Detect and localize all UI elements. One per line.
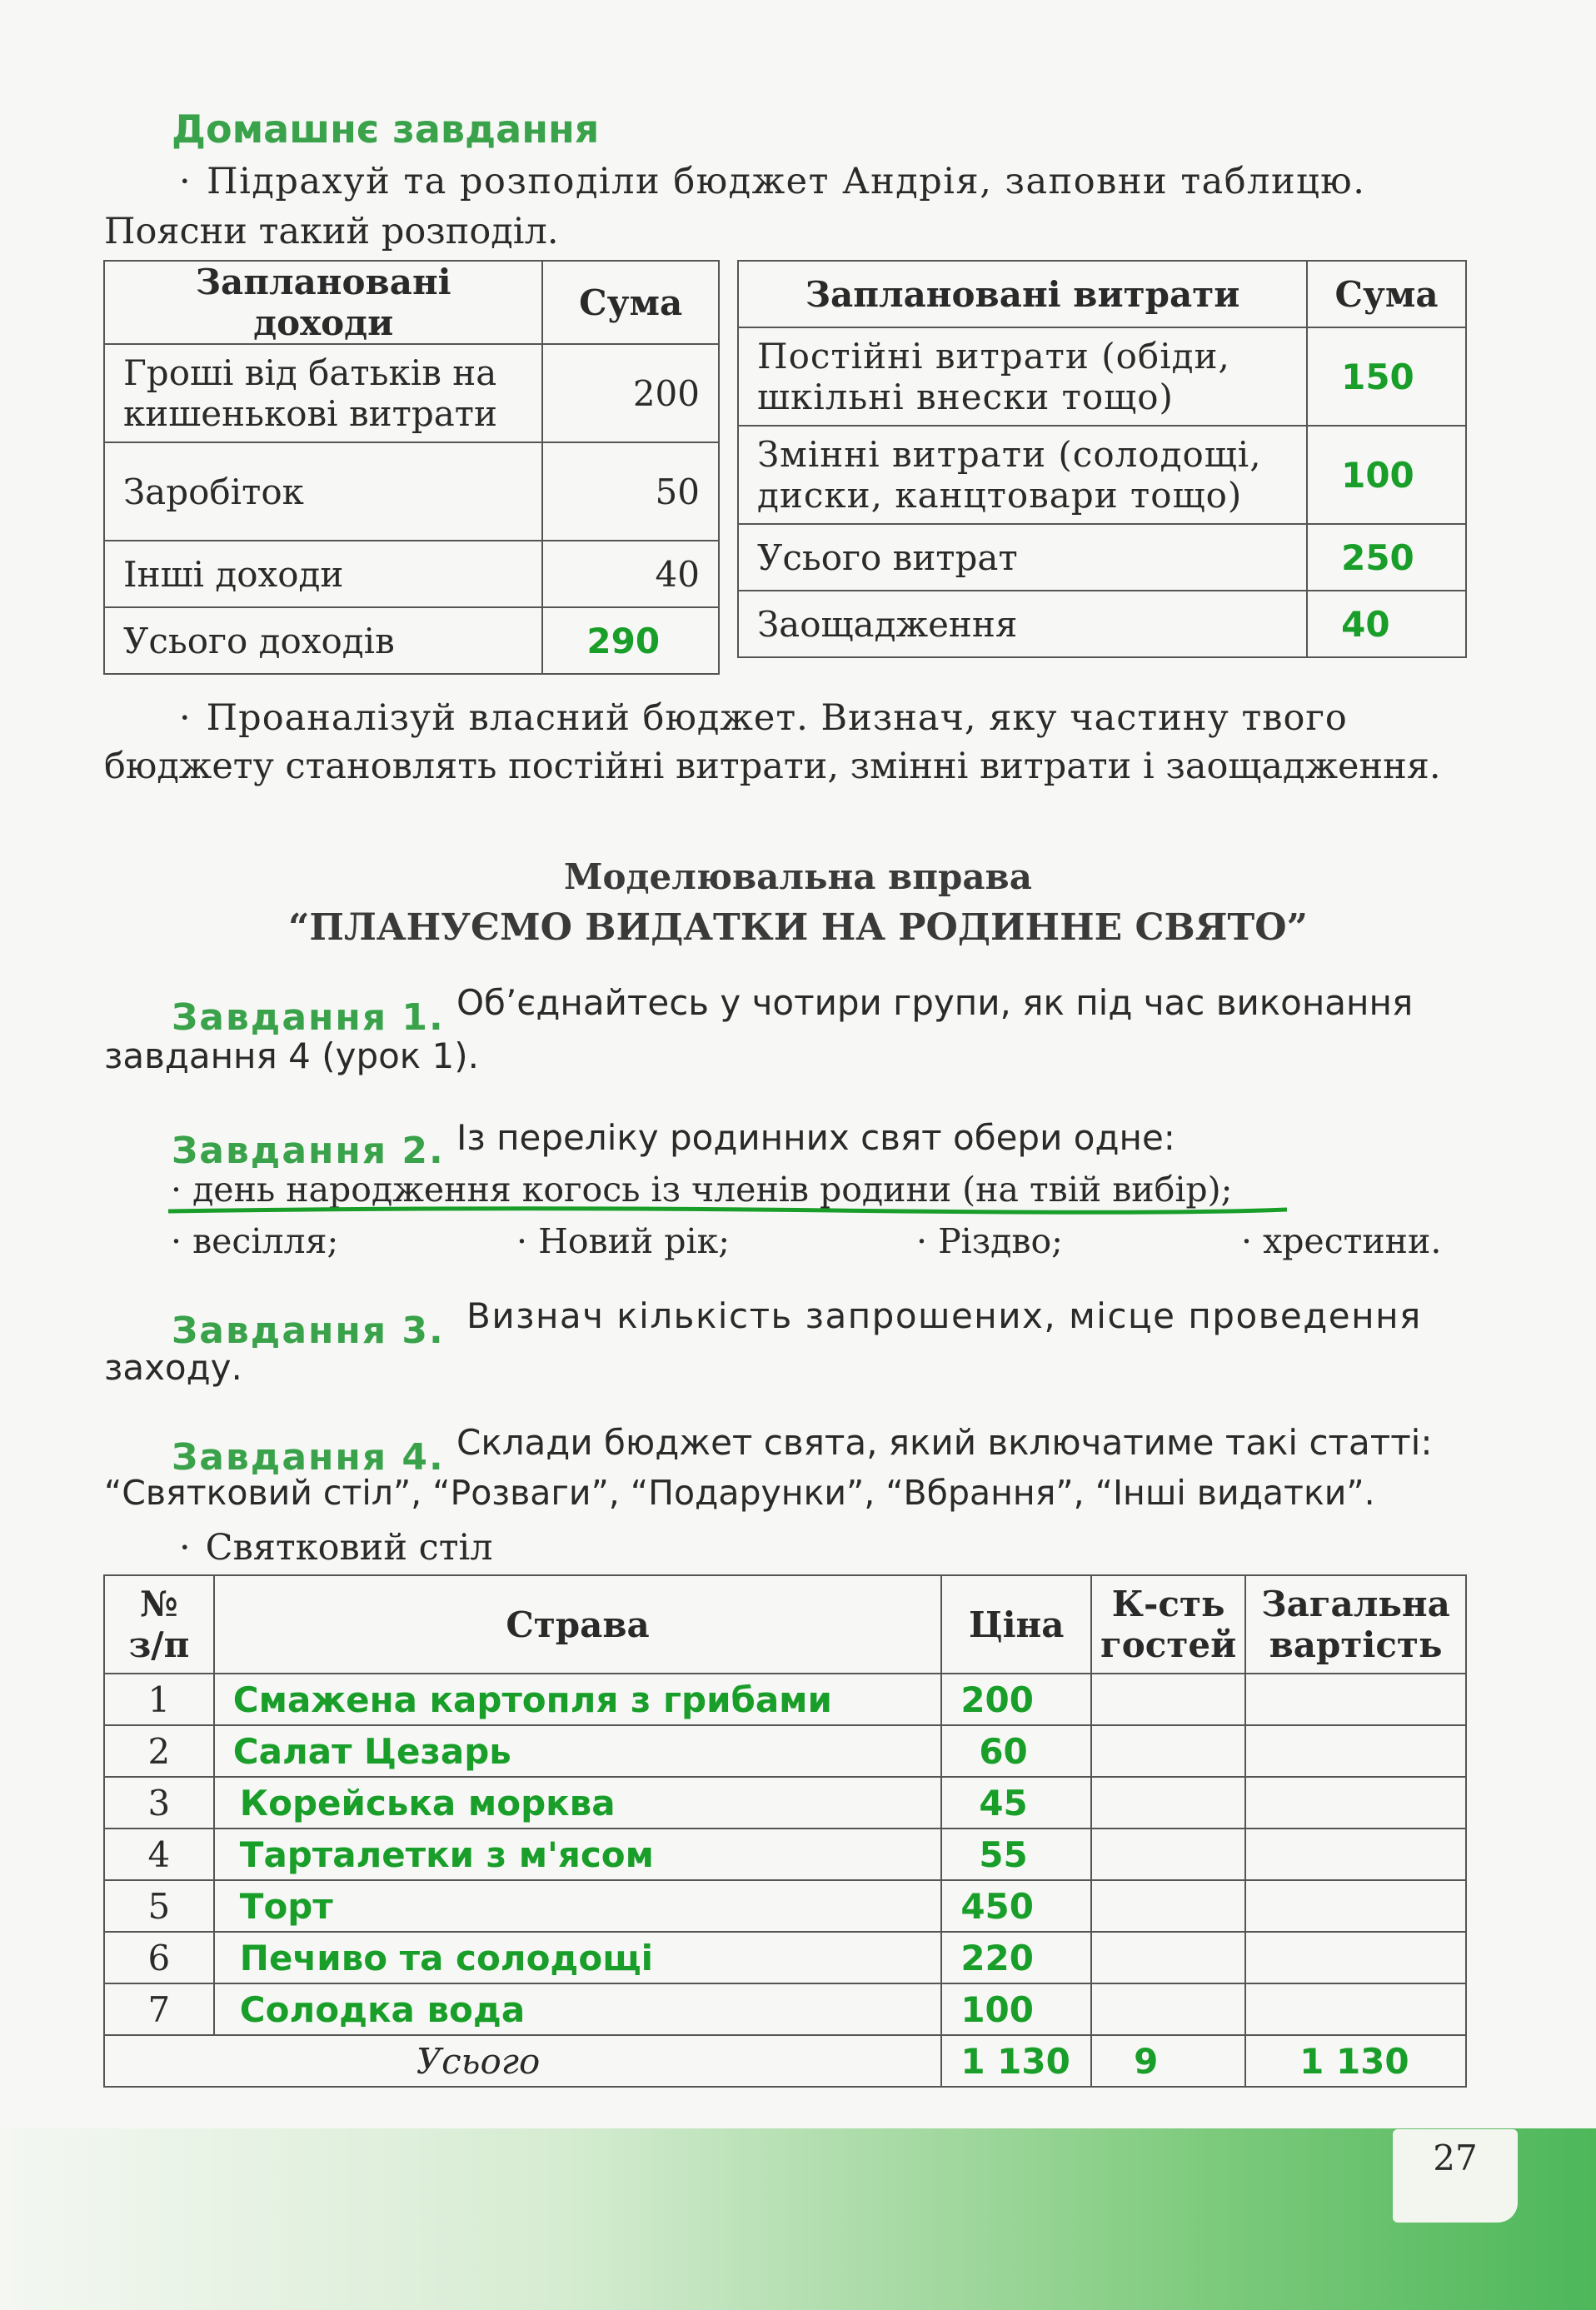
table-row-guests [1091,1725,1245,1777]
feast-header-dish: Страва [214,1575,942,1674]
exercise-title: “ПЛАНУЄМО ВИДАТКИ НА РОДИННЕ СВЯТО” [288,906,1308,949]
task3-text-line2: заходу. [104,1347,242,1388]
table-row-price: 60 [941,1725,1091,1777]
feast-table [103,1574,1467,2088]
analyze-line1: · Проаналізуй власний бюджет. Визнач, яку частину твого [179,693,1348,743]
task2-option: · хрестини. [1241,1221,1442,1261]
income-row-label: Заробіток [104,442,542,541]
task4-text-line2: “Святковий стіл”, “Розваги”, “Подарунки”, “Вбрання”, “Інші видатки”. [104,1473,1375,1513]
homework-heading: Домашнє завдання [172,107,600,152]
table-row-price: 450 [941,1880,1091,1932]
income-total-label: Усього доходів [104,607,542,674]
table-row-num: 4 [104,1829,214,1880]
task2-option: · Новий рік; [516,1221,731,1261]
table-row-price: 55 [941,1829,1091,1880]
table-row-price: 220 [941,1932,1091,1983]
task2-option: · Різдво; [916,1221,1063,1261]
expense-header-label: Заплановані витрати [738,261,1307,327]
total-row-spacer [104,2035,214,2087]
table-row-total [1245,1932,1466,1983]
income-row-label: Гроші від батьків на кишенькові витрати [104,344,542,442]
table-row-total [1245,1674,1466,1725]
task4-text-line1: Склади бюджет свята, який включатиме такі статті: [456,1422,1433,1463]
income-total-value: 290 [542,607,719,674]
table-row-dish: Тарталетки з м'ясом [214,1829,942,1880]
task2-option: · весілля; [171,1221,339,1261]
expense-header-sum: Сума [1307,261,1466,327]
table-row-dish: Солодка вода [214,1983,942,2035]
expense-row-label: Змінні витрати (солодощі, диски, канцтовари тощо) [738,426,1307,524]
table-row-guests [1091,1983,1245,2035]
feast-table-caption: · Святковий стіл [179,1523,493,1573]
expense-savings-value: 40 [1307,591,1466,657]
total-row-price: 1 130 [941,2035,1091,2087]
feast-header-total: Загальна вартість [1245,1575,1466,1674]
homework-task1-line2: Поясни такий розподіл. [104,211,559,252]
table-row-dish: Салат Цезарь [214,1725,942,1777]
income-header-label: Заплановані доходи [104,261,542,344]
feast-header-price: Ціна [941,1575,1091,1674]
income-row-value: 200 [542,344,719,442]
table-row-total [1245,1829,1466,1880]
expense-savings-label: Заощадження [738,591,1307,657]
feast-header-guests: К-сть гостей [1091,1575,1245,1674]
table-row-guests [1091,1932,1245,1983]
table-row-dish: Смажена картопля з грибами [214,1674,942,1725]
total-row-total: 1 130 [1245,2035,1466,2087]
table-row-price: 200 [941,1674,1091,1725]
task2-text: Із переліку родинних свят обери одне: [456,1117,1175,1158]
expense-table [737,260,1467,658]
table-row-num: 5 [104,1880,214,1932]
table-row-num: 3 [104,1777,214,1829]
task2-option-birthday: · день народження когось із членів родини (на твій вибір); [171,1170,1233,1210]
exercise-subtitle: Моделювальна вправа [564,856,1032,897]
analyze-line2: бюджету становлять постійні витрати, змінні витрати і заощадження. [104,746,1441,787]
table-row-total [1245,1983,1466,2035]
expense-row-label: Усього витрат [738,524,1307,591]
expense-row-value: 150 [1307,327,1466,426]
table-row-num: 1 [104,1674,214,1725]
task1-text-line2: завдання 4 (урок 1). [104,1035,479,1076]
feast-header-num: № з/п [104,1575,214,1674]
table-row-num: 2 [104,1725,214,1777]
task1-label: Завдання 1. [172,996,445,1039]
income-row-label: Інші доходи [104,541,542,607]
expense-row-label: Постійні витрати (обіди, шкільні внески тощо) [738,327,1307,426]
footer-banner [0,2128,1596,2310]
table-row-total [1245,1725,1466,1777]
table-row-price: 45 [941,1777,1091,1829]
table-row-guests [1091,1880,1245,1932]
page-number: 27 [1393,2129,1518,2223]
table-row-dish: Корейська морква [214,1777,942,1829]
income-header-sum: Сума [542,261,719,344]
expense-row-value: 100 [1307,426,1466,524]
table-row-price: 100 [941,1983,1091,2035]
table-row-dish: Торт [214,1880,942,1932]
task2-label: Завдання 2. [172,1130,445,1172]
task3-text-line1: Визнач кількість запрошених, місце проведення [466,1295,1422,1336]
table-row-guests [1091,1674,1245,1725]
homework-task1-line1: · Підрахуй та розподіли бюджет Андрія, заповни таблицю. [179,157,1462,207]
table-row-dish: Печиво та солодощі [214,1932,942,1983]
income-row-value: 40 [542,541,719,607]
task1-text-line1: Об’єднайтесь у чотири групи, як під час виконання [456,982,1414,1023]
total-row-label: Усього [214,2035,942,2087]
expense-row-value: 250 [1307,524,1466,591]
handwritten-underline [167,1205,1291,1216]
income-row-value: 50 [542,442,719,541]
total-row-guests: 9 [1091,2035,1245,2087]
table-row-total [1245,1777,1466,1829]
table-row-guests [1091,1777,1245,1829]
task4-label: Завдання 4. [172,1436,445,1479]
task3-label: Завдання 3. [172,1310,445,1352]
table-row-total [1245,1880,1466,1932]
table-row-guests [1091,1829,1245,1880]
table-row-num: 7 [104,1983,214,2035]
table-row-num: 6 [104,1932,214,1983]
income-table [103,260,720,675]
